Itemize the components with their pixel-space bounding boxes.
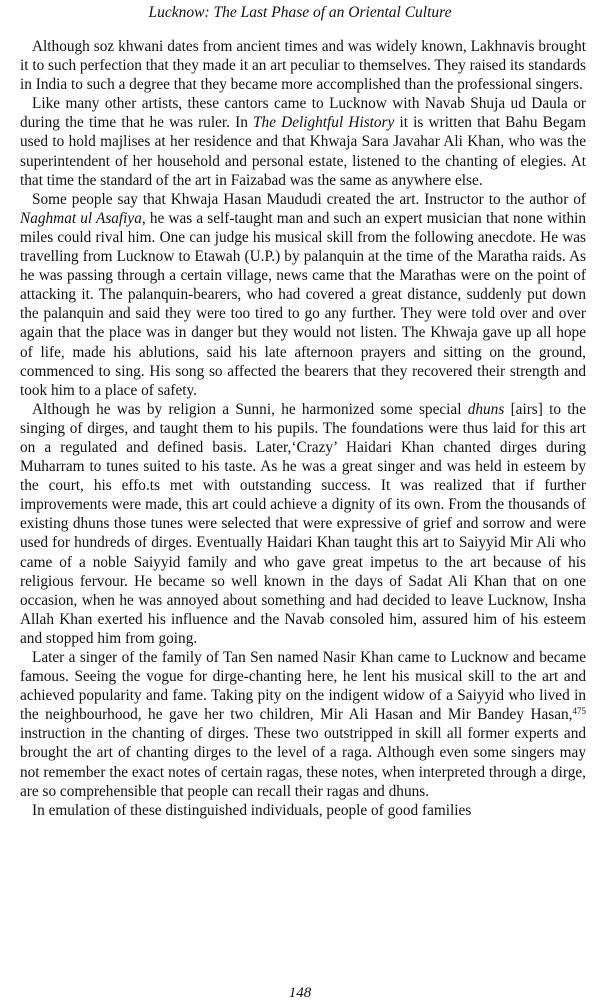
running-title: Lucknow: The Last Phase of an Oriental Culture <box>148 4 452 21</box>
paragraph-4 <box>20 400 586 648</box>
paragraph-5-text-a: Later a singer of the family of Tan Sen named Nasir Khan came to Lucknow and became famous. Seeing the vogue for dirge-chanting here, he lent his musical skill to the art and achieved popularity and fame. Taking pity on the indigent widow of a Saiyyid who lived in the neighbourhood, he gave her two children, Mir Ali Hasan and Mir Bandey Hasan, <box>20 649 586 724</box>
paragraph-4-text-a: Although he was by religion a Sunni, he harmonized some special <box>32 400 468 418</box>
body-text <box>20 37 586 820</box>
paragraph-1 <box>20 37 586 94</box>
paragraph-1-text: Although soz khwani dates from ancient times and was widely known, Lakhnavis brought it to such perfection that they made it an art peculiar to themselves. They raised its standards in India to such a degree that they became more accomplished than the professional singers. <box>20 38 586 94</box>
page-number <box>0 984 600 1002</box>
footnote-ref-475[interactable]: 475 <box>572 706 586 717</box>
paragraph-2 <box>20 94 586 189</box>
paragraph-3-text-a: Some people say that Khwaja Hasan Maududi created the art. Instructor to the author of <box>32 190 586 208</box>
paragraph-3-text-b: , he was a self-taught man and such an expert musician that none within miles could rival him. One can judge his musical skill from the following anecdote. He was travelling from Lucknow to Etawah (U.P.) by palanquin at the time of the Maratha raids. As he was passing through a certain village, news came that the Marathas were on the point of attacking it. The palanquin-bearers, who had covered a great distance, suddenly put down the palanquin and said they were too tired to go any further. They were told over and over again that the place was in danger but they would not listen. The Khwaja gave up all hope of life, made his ablutions, said his late afternoon prayers and sitting on the ground, commenced to sing. His song so affected the bearers that they recovered their strength and took him to a place of safety. <box>20 209 586 399</box>
paragraph-5 <box>20 648 586 801</box>
paragraph-6 <box>20 801 586 820</box>
book-title-naghmat: Naghmat ul Asafiya <box>20 209 142 227</box>
paragraph-5-text-b: instruction in the chanting of dirges. These two outstripped in skill all former experts and brought the art of chanting dirges to the level of a raga. Although even some singers may not remember the exact notes of certain ragas, these notes, when interpreted through a dirge, are so comprehensible that people can recall their ragas and dhuns. <box>20 725 586 800</box>
term-dhuns: dhuns <box>467 400 505 418</box>
paragraph-2-text-a: Like many other artists, these cantors came to Lucknow with Navab Shuja ud Daula or during the time that he was ruler. In <box>20 95 586 132</box>
paragraph-2-text-b: it is written that Bahu Begam used to hold majlises at her residence and that Khwaja Sara Javahar Ali Khan, who was the superintendent of her household and personal estate, listened to the chanting of elegies. At that time the standard of the art in Faizabad was the same as anywhere else. <box>20 114 586 189</box>
page-number-text: 148 <box>288 985 312 1001</box>
paragraph-3 <box>20 190 586 400</box>
paragraph-4-text-b: [airs] to the singing of dirges, and taught them to his pupils. The foundations were thus laid for this art on a regulated and defined basis. Later,‘Crazy’ Haidari Khan chanted dirges during Muharram to tunes suited to his taste. As he was a great singer and was held in esteem by the court, his effo.ts met with outstanding success. It was realized that if further improvements were made, this art could achieve a dignity of its own. From the thousands of existing dhuns those tunes were selected that were expressive of grief and sorrow and were used for hundreds of dirges. Eventually Haidari Khan taught this art to Saiyyid Mir Ali who came of a noble Saiyyid family and who gave great impetus to the art because of his religious fervour. He became so well known in the days of Sadat Ali Khan that on one occasion, when he was annoyed about something and had decided to leave Lucknow, Insha Allah Khan exerted his influence and the Navab consoled him, assured him of his esteem and stopped him from going. <box>20 400 586 647</box>
book-title-delightful-history: The Delightful History <box>253 114 395 132</box>
running-header <box>0 3 600 23</box>
paragraph-6-text: In emulation of these distinguished individuals, people of good families <box>32 801 472 819</box>
